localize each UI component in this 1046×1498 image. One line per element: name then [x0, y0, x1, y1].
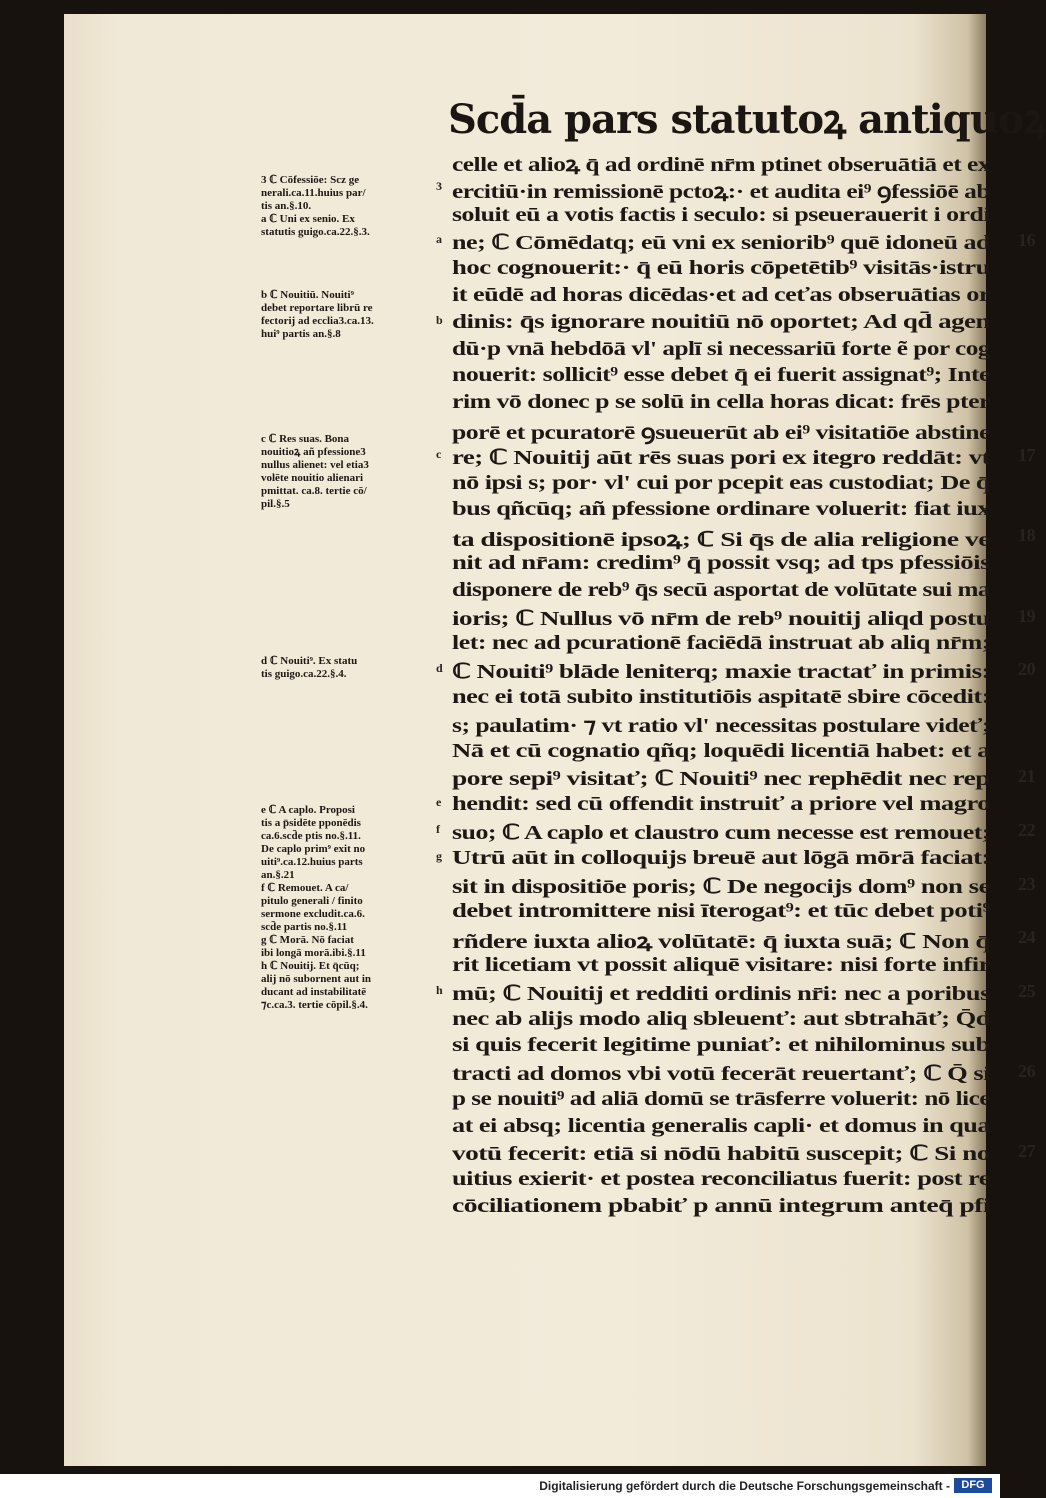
note-line: ca.6.scd̄e ptis no.§.11.: [261, 830, 361, 842]
line-text: debet intromittere nisi īterogat⁹: et tūc debet poti⁹: [452, 900, 990, 923]
note-line: alij nō subornent aut in: [261, 973, 372, 985]
line-text: porē et pcuratorē ꝯsueuerūt ab ei⁹ visitatiōe abstine: [452, 421, 990, 444]
text-line: [452, 1141, 1036, 1168]
note-line: f ℂ Remouet. A ca/: [261, 882, 349, 894]
line-text: disponere de reb⁹ q̄s secū asportat de volūtate sui ma: [452, 578, 990, 601]
text-line: [452, 472, 997, 499]
text-line: [452, 284, 997, 311]
line-text: at ei absq; licentia generalis capli· et domus in qua: [452, 1114, 990, 1137]
note-line: statutis guigo.ca.22.§.3.: [261, 226, 370, 238]
line-text: nit ad nr̄am: credim⁹ q̄ possit vsq; ad tps pfessiōis: [452, 551, 990, 574]
text-line: [452, 1195, 997, 1222]
marginal-note: [261, 804, 411, 1012]
note-line: c ℂ Res suas. Bona: [261, 433, 350, 445]
note-marker: b: [436, 312, 443, 327]
line-text: mū; ℂ Nouitij et redditi ordinis nr̄i: nec a poribus: [452, 982, 990, 1005]
line-text: cōciliationem pbabiť p annū integrum anteq̄ pfi: [452, 1195, 990, 1218]
text-line: [436, 846, 997, 874]
note-marker: h: [436, 982, 443, 997]
book-page: [64, 14, 1046, 1466]
text-line: [452, 1168, 997, 1195]
dfg-logo: DFG: [954, 1478, 992, 1493]
note-line: h ℂ Nouitij. Et q̄cūq;: [261, 960, 360, 972]
note-line: ducant ad instabilitatē: [261, 986, 367, 998]
text-line: [452, 1115, 997, 1142]
line-text: pore sepi⁹ visitať; ℂ Nouiti⁹ nec rephēdit nec rep: [452, 768, 990, 791]
text-line: [436, 310, 997, 338]
marginal-note: [261, 174, 411, 239]
section-number: 19: [1018, 605, 1036, 626]
line-text: ercitiū·in remissionē pctoꝝ:· et audita ei⁹ ꝯfessiōē ab: [452, 180, 990, 203]
text-line: [452, 257, 997, 284]
note-line: De caplo prim⁹ exit no: [261, 843, 366, 855]
note-line: g ℂ Morā. Nō faciat: [261, 934, 354, 946]
section-number: 16: [1018, 230, 1036, 251]
note-line: debet reportare librū re: [261, 302, 373, 314]
text-line: [452, 900, 997, 927]
text-line: [452, 552, 997, 579]
note-line: tis an.§.10.: [261, 200, 312, 212]
text-line: [452, 391, 997, 418]
text-line: [452, 632, 997, 659]
text-line: [436, 230, 1036, 257]
note-line: 3 ℂ Cōfessiōe: Scz ge: [261, 174, 360, 186]
marginal-note: [261, 289, 411, 341]
footer-bar: [0, 1474, 1000, 1498]
line-text: ℂ Nouiti⁹ blāde leniterq; maxie tractať in primis:: [452, 661, 990, 684]
text-line: [452, 1088, 997, 1115]
line-text: ioris; ℂ Nullus vō nr̄m de reb⁹ nouitij aliqd postu: [452, 607, 990, 630]
note-line: fectorij ad ecclia3.ca.13.: [261, 315, 374, 327]
line-text: it eūdē ad horas dicēdas·et ad ceťas obseruātias or: [452, 283, 990, 306]
line-text: votū fecerit: etiā si nōdū habitū suscepit; ℂ Si no: [452, 1143, 990, 1166]
text-line: [452, 766, 1036, 793]
text-line: [452, 338, 997, 365]
note-line: d ℂ Nouiti⁹. Ex statu: [261, 655, 358, 667]
note-marker: f: [436, 821, 440, 836]
note-line: pil.§.5: [261, 498, 290, 510]
section-number: 26: [1018, 1061, 1036, 1082]
note-marker: c: [436, 446, 441, 461]
line-text: re; ℂ Nouitij aūt rēs suas pori ex itegro reddāt: vt: [452, 446, 990, 469]
text-line: [436, 793, 997, 820]
line-text: Utrū aūt in colloquijs breuē aut lōgā mōrā faciat:: [452, 846, 990, 869]
text-line: [452, 713, 997, 740]
note-line: e ℂ A caplo. Proposi: [261, 804, 355, 816]
line-text: celle et alioꝝ q̄ ad ordinē nr̄m ptinet obseruātiā et ex: [452, 154, 990, 176]
line-text: nō ipsi s; por· vl' cui por pcepit eas custodiat; De q̄: [452, 471, 990, 494]
marginal-note: [261, 433, 411, 511]
text-line: [452, 150, 997, 177]
line-text: nec ab alijs modo aliq sbleuenť: aut sbtrahāť; Q̄d: [452, 1007, 990, 1030]
line-text: dinis: q̄s ignorare nouitiū nō oportet; Ad qd̄ agen: [452, 310, 990, 333]
text-line: [436, 819, 1036, 847]
line-text: ne; ℂ Cōmēdatq; eū vni ex seniorib⁹ quē idoneū ad: [452, 232, 990, 255]
line-text: sit in dispositiōe poris; ℂ De negocijs dom⁹ non se: [452, 875, 990, 898]
note-line: a ℂ Uni ex senio. Ex: [261, 213, 355, 225]
note-line: nouitioꝝ añ pfessione3: [261, 446, 366, 458]
note-marker: e: [436, 795, 441, 810]
running-head: Scd̄a pars statutoꝝ antiquoꝝ: [448, 96, 1046, 143]
text-line: [452, 1061, 1036, 1088]
note-line: ibi longā morā.ibi.§.11: [261, 947, 366, 959]
note-line: uiti⁹.ca.12.huius parts: [261, 856, 363, 868]
section-number: 22: [1018, 819, 1036, 840]
text-line: [452, 525, 1036, 552]
text-line: [452, 873, 1036, 901]
note-line: tis guigo.ca.22.§.4.: [261, 668, 347, 680]
section-number: 24: [1018, 927, 1036, 948]
line-text: let: nec ad pcurationē faciēdā instruat ab aliq nr̄m;: [452, 632, 990, 655]
note-line: tis a p̄sidēte pponēdis: [261, 817, 361, 829]
text-line: [452, 418, 997, 445]
text-line: [436, 659, 1036, 686]
line-text: rñdere iuxta alioꝝ volūtatē: q̄ iuxta suā; ℂ Non q̄: [452, 931, 990, 954]
line-text: nec ei totā subito institutiōis aspitatē sbire cōcedit:: [452, 685, 990, 708]
note-line: pmittat. ca.8. tertie cō/: [261, 485, 367, 497]
text-line: [452, 204, 997, 231]
line-text: uitius exierit· et postea reconciliatus fuerit: post re: [452, 1168, 990, 1191]
line-text: nouerit: sollicit⁹ esse debet q̄ ei fuerit assignat⁹; Inte: [452, 364, 990, 387]
line-text: s; paulatim· ⁊ vt ratio vl' necessitas postulare videť;: [452, 714, 990, 737]
note-line: nullus alienet: vel etia3: [261, 459, 369, 471]
section-number: 20: [1018, 659, 1036, 680]
note-marker: a: [436, 232, 442, 247]
text-line: [452, 605, 1036, 633]
line-text: suo; ℂ A caplo et claustro cum necesse est remouet;: [452, 821, 990, 844]
section-number: 18: [1018, 525, 1036, 546]
text-line: [436, 177, 997, 204]
section-number: 21: [1018, 766, 1036, 787]
main-text-column: [436, 150, 1036, 1222]
section-number: 17: [1018, 444, 1036, 465]
note-line: b ℂ Nouitiū. Nouiti⁹: [261, 289, 354, 301]
note-line: ⁊c.ca.3. tertie cōpil.§.4.: [261, 999, 368, 1011]
line-text: si quis fecerit legitime puniať: et nihilominus sub: [452, 1034, 990, 1057]
note-line: volēte nouitio alienari: [261, 472, 364, 484]
note-line: an.§.21: [261, 869, 295, 881]
text-line: [452, 686, 997, 713]
line-text: ta dispositionē ipsoꝝ; ℂ Si q̄s de alia religione ve: [452, 529, 990, 552]
text-line: [452, 364, 997, 391]
text-line: [452, 740, 997, 767]
section-number: 25: [1018, 980, 1036, 1001]
line-text: soluit eū a votis factis i seculo: si pseuerauerit i ordi: [452, 203, 990, 226]
line-text: p se nouiti⁹ ad aliā domū se trāsferre voluerit: nō lice: [452, 1087, 990, 1110]
marginal-note: [261, 655, 411, 681]
text-line: [452, 1034, 997, 1061]
note-line: hui⁹ partis an.§.8: [261, 328, 341, 340]
text-line: [436, 444, 1036, 472]
text-line: [452, 1008, 997, 1035]
section-number: 23: [1018, 873, 1036, 894]
line-text: dū·p vnā hebdōā vl' aplī si necessariū forte ẽ por cog: [452, 337, 990, 360]
note-line: sermone excludit.ca.6.: [261, 908, 365, 920]
text-line: [452, 498, 997, 525]
text-line: [452, 579, 997, 606]
text-line: [452, 954, 997, 981]
line-text: rit licetiam vt possit aliquē visitare: nisi forte infir: [452, 953, 990, 976]
line-text: Nā et cū cognatio qñq; loquēdi licentiā habet: et a: [452, 739, 990, 762]
note-line: nerali.ca.11.huius par/: [261, 187, 366, 199]
note-marker: d: [436, 661, 443, 676]
note-line: scd̄e partis no.§.11: [261, 921, 348, 933]
line-text: hoc cognouerit:· q̄ eū horis cōpetētib⁹ visitās·istru: [452, 257, 990, 280]
text-line: [436, 980, 1036, 1008]
line-text: bus qñcūq; añ pfessione ordinare voluerit: fiat iux: [452, 498, 990, 521]
line-text: rim vō donec p se solū in cella horas dicat: frēs pter: [452, 391, 990, 414]
funding-credit: Digitalisierung gefördert durch die Deutsche Forschungsgemeinschaft -: [539, 1479, 950, 1493]
section-number: 27: [1018, 1141, 1036, 1162]
text-line: [452, 927, 1036, 954]
note-marker: g: [436, 848, 442, 863]
note-line: pitulo generali / finito: [261, 895, 363, 907]
line-text: hendit: sed cū offendit instruiť a priore vel magro: [452, 793, 990, 816]
line-text: tracti ad domos vbi votū fecerāt reuertanť; ℂ Q̄ si: [452, 1063, 990, 1086]
note-marker: 3: [436, 178, 442, 193]
